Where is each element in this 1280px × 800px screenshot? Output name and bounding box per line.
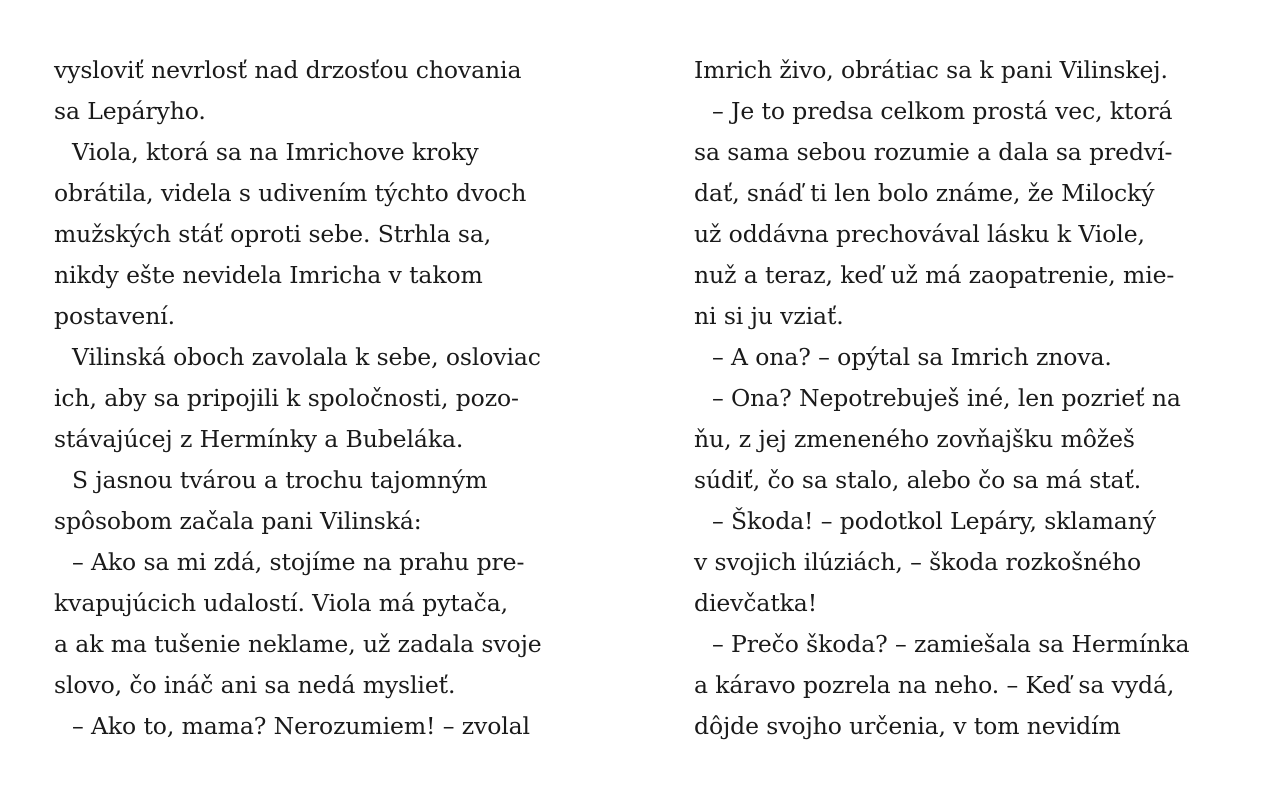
text-line: – Ona? Nepotrebuješ iné, len pozrieť na (712, 384, 1181, 412)
text-line: ni si ju vziať. (694, 302, 844, 330)
text-line: dať, snáď ti len bolo známe, že Milocký (694, 179, 1155, 207)
text-line: slovo, čo ináč ani sa nedá myslieť. (54, 671, 456, 699)
text-line: v svojich ilúziách, – škoda rozkošného (694, 548, 1142, 576)
text-line: ňu, z jej zmeneného zovňajšku môžeš (694, 425, 1135, 453)
text-line: spôsobom začala pani Vilinská: (54, 507, 422, 535)
text-line: – Ako to, mama? Nerozumiem! – zvolal (72, 712, 530, 740)
text-line: ich, aby sa pripojili k spoločnosti, pozo- (54, 384, 519, 412)
text-line: stávajúcej z Hermínky a Bubeláka. (54, 425, 464, 453)
text-line: S jasnou tvárou a trochu tajomným (72, 466, 488, 494)
text-line: Imrich živo, obrátiac sa k pani Vilinskej. (694, 56, 1168, 84)
text-line: – Prečo škoda? – zamiešala sa Hermínka (712, 630, 1190, 658)
text-line: nikdy ešte nevidela Imricha v takom (54, 261, 483, 289)
text-line: a káravo pozrela na neho. – Keď sa vydá, (694, 671, 1175, 699)
text-line: – A ona? – opýtal sa Imrich znova. (712, 343, 1112, 371)
text-line: mužských stáť oproti sebe. Strhla sa, (54, 220, 492, 248)
text-line: sa sama sebou rozumie a dala sa predví- (694, 138, 1173, 166)
text-line: – Ako sa mi zdá, stojíme na prahu pre- (72, 548, 525, 576)
text-line: obrátila, videla s udivením týchto dvoch (54, 179, 527, 207)
text-line: postavení. (54, 302, 176, 330)
text-line: kvapujúcich udalostí. Viola má pytača, (54, 589, 508, 617)
text-line: a ak ma tušenie neklame, už zadala svoje (54, 630, 542, 658)
text-line: dôjde svojho určenia, v tom nevidím (694, 712, 1121, 740)
text-line: – Je to predsa celkom prostá vec, ktorá (712, 97, 1173, 125)
right-page (694, 50, 1280, 747)
text-line: dievčatka! (694, 589, 818, 617)
text-line: vysloviť nevrlosť nad drzosťou chovania (54, 56, 522, 84)
text-line: – Škoda! – podotkol Lepáry, sklamaný (712, 507, 1156, 535)
text-line: nuž a teraz, keď už má zaopatrenie, mie- (694, 261, 1175, 289)
text-line: sa Lepáryho. (54, 97, 206, 125)
text-line: Vilinská oboch zavolala k sebe, osloviac (72, 343, 541, 371)
text-line: súdiť, čo sa stalo, alebo čo sa má stať. (694, 466, 1142, 494)
text-line: už oddávna prechovával lásku k Viole, (694, 220, 1145, 248)
left-page (54, 50, 654, 747)
text-line: Viola, ktorá sa na Imrichove kroky (72, 138, 479, 166)
